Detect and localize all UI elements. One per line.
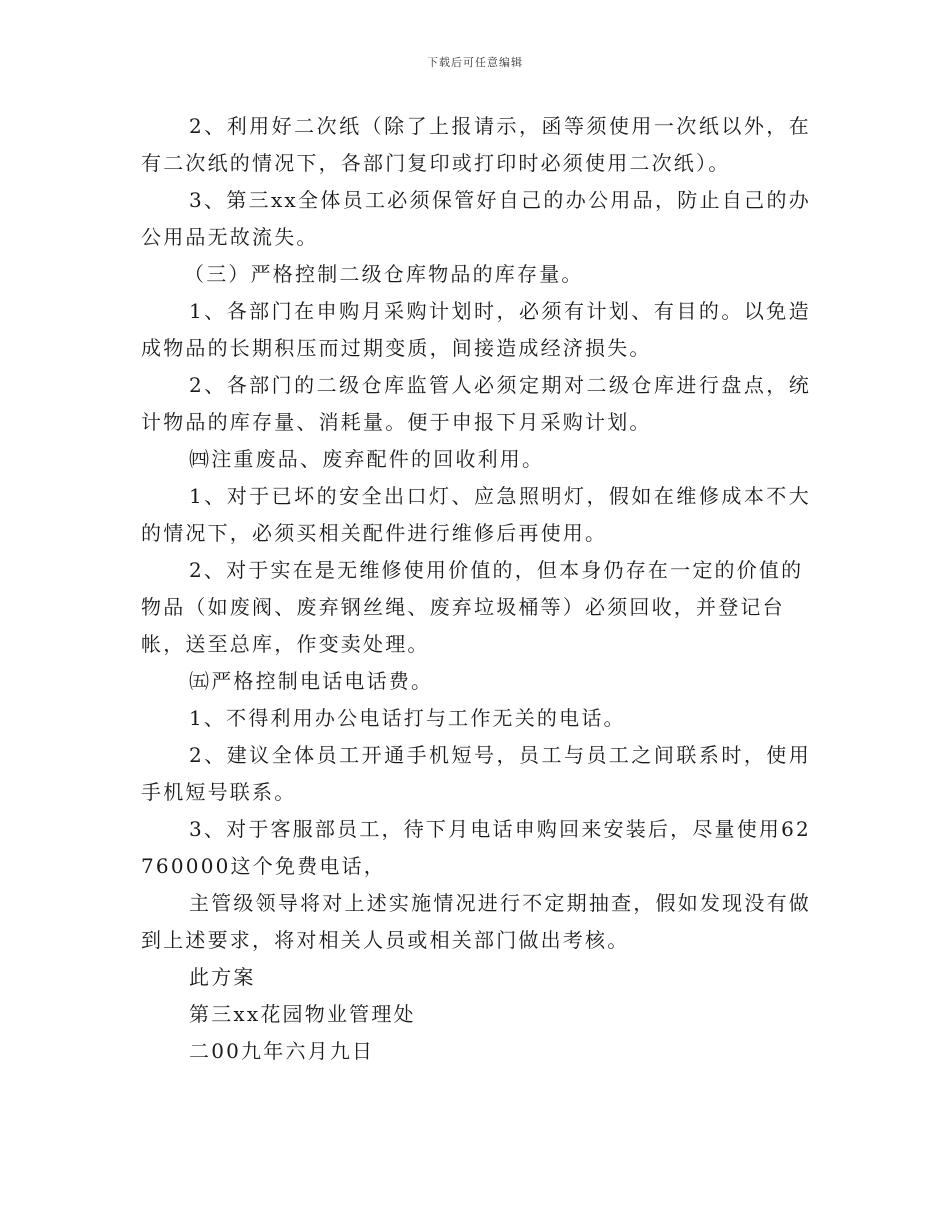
header-note: 下载后可任意编辑 [427,56,523,69]
paragraph-lamp-repair: 1、对于已坏的安全出口灯、应急照明灯，假如在维修成本不大的情况下，必须买相关配件进行维修后再使用。 [141,484,811,545]
paragraph-office-supplies: 3、第三xx全体员工必须保管好自己的办公用品，防止自己的办公用品无故流失。 [141,188,811,249]
paragraph-phone-usage: 1、不得利用办公电话打与工作无关的电话。 [189,706,626,730]
paragraph-recycled-paper: 2、利用好二次纸（除了上报请示，函等须使用一次纸以外，在有二次纸的情况下，各部门复印或打印时必须使用二次纸）。 [141,114,811,175]
paragraph-scrap-recovery: 2、对于实在是无维修使用价值的，但本身仍存在一定的价值的物品（如废阀、废弃钢丝绳、废弃垃圾桶等）必须回收，并登记台帐，送至总库，作变卖处理。 [141,558,804,656]
section-heading-inventory: （三）严格控制二级仓库物品的库存量。 [184,262,584,286]
section-heading-phone: ㈤严格控制电话电话费。 [189,669,434,693]
paragraph-inspection: 主管级领导将对上述实施情况进行不定期抽查，假如发现没有做到上述要求，将对相关人员或相关部门做出考核。 [141,891,811,952]
signature-date: 二00九年六月九日 [189,1039,375,1063]
paragraph-free-phone: 3、对于客服部员工，待下月电话申购回来安装后，尽量使用62760000这个免费电话， [141,817,811,878]
paragraph-purchase-plan: 1、各部门在申购月采购计划时，必须有计划、有目的。以免造成物品的长期积压而过期变质，间接造成经济损失。 [141,299,811,360]
section-heading-recycling: ㈣注重废品、废弃配件的回收利用。 [189,447,545,471]
paragraph-warehouse-check: 2、各部门的二级仓库监管人必须定期对二级仓库进行盘点，统计物品的库存量、消耗量。便于申报下月采购计划。 [141,373,811,434]
document-body [141,108,811,1070]
signature-organization: 第三xx花园物业管理处 [189,1002,416,1026]
paragraph-short-number: 2、建议全体员工开通手机短号，员工与员工之间联系时，使用手机短号联系。 [141,743,811,804]
closing-line: 此方案 [189,965,256,989]
